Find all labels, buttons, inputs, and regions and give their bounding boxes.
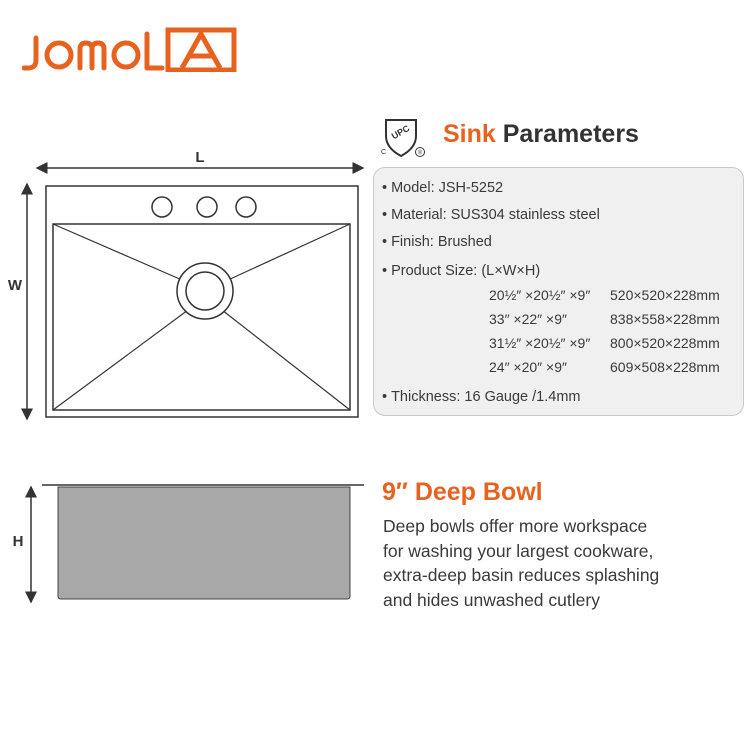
bowl-profile xyxy=(58,487,350,599)
upc-c-text: C xyxy=(381,149,387,156)
deep-bowl-title: 9″ Deep Bowl xyxy=(382,478,543,506)
width-label: W xyxy=(7,277,23,294)
description-line: extra-deep basin reduces splashing xyxy=(383,565,660,585)
spec-material: • Material: SUS304 stainless steel xyxy=(382,207,600,223)
upc-mark-text: UPC xyxy=(389,123,412,142)
params-title-rest: Parameters xyxy=(495,120,639,148)
spec-size-label: • Product Size: (L×W×H) xyxy=(382,263,541,279)
spec-model: • Model: JSH-5252 xyxy=(382,180,504,196)
params-panel: • Model: JSH-5252 • Material: SUS304 stainless steel • Finish: Brushed • Product Size: (L×W×H) 20½″ ×20½″ ×9″ 520×520×228mm 33″ ×22″ ×9″ 838×558×228mm 31½″ ×20½″ ×9″ 800×520×228mm 24″ ×20″ ×9″ 609×508×228mm • Thickness: 16 Gauge /1.4mm xyxy=(373,167,744,416)
height-label: H xyxy=(12,533,24,550)
sink-side-view xyxy=(0,470,372,610)
deep-bowl-description xyxy=(383,514,743,612)
length-label: L xyxy=(195,149,205,166)
upc-certification-icon xyxy=(380,116,426,158)
brand-logo xyxy=(22,24,247,72)
drain-inner xyxy=(186,272,224,310)
upc-registered-text: ® xyxy=(417,150,423,157)
params-title-accent: Sink xyxy=(443,120,496,148)
spec-finish: • Finish: Brushed xyxy=(382,234,492,250)
params-title xyxy=(443,120,639,149)
description-line: Deep bowls offer more workspace xyxy=(383,516,648,536)
description-line: for washing your largest cookware, xyxy=(383,540,654,561)
description-line: and hides unwashed cutlery xyxy=(383,589,600,610)
spec-thickness: • Thickness: 16 Gauge /1.4mm xyxy=(382,389,581,405)
sink-top-view xyxy=(0,140,372,430)
